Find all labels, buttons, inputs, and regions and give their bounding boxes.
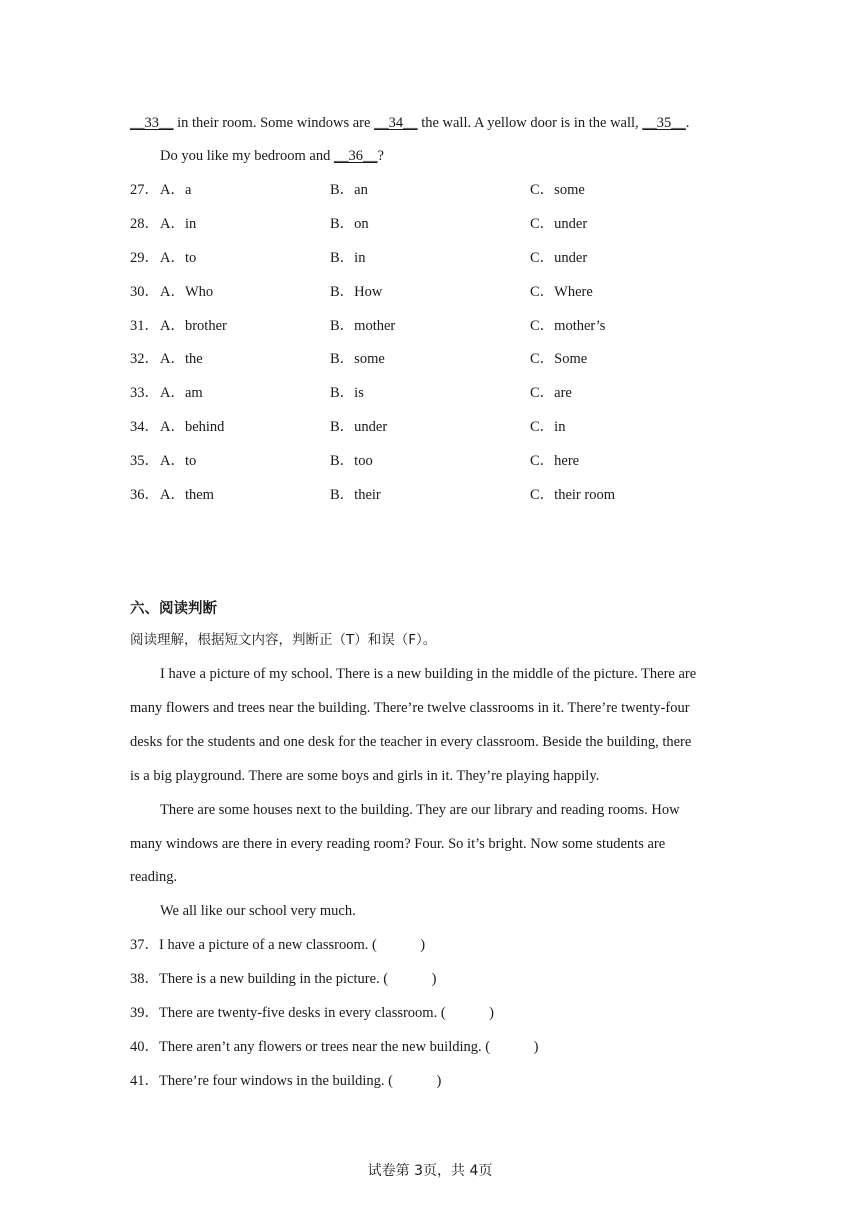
question-number: 33． bbox=[130, 385, 159, 401]
section-title: 六、阅读判断 bbox=[130, 601, 217, 617]
blank-36: __36__ bbox=[333, 148, 378, 164]
passage-line-2 bbox=[160, 147, 384, 165]
question-number: 30． bbox=[130, 284, 159, 300]
question-number: 29． bbox=[130, 250, 159, 266]
option-b: B．How bbox=[330, 284, 383, 300]
passage-line: I have a picture of my school. There is a new building in the middle of the picture. There are bbox=[160, 666, 697, 682]
option-a: A．them bbox=[160, 487, 214, 503]
option-b: B．their bbox=[330, 487, 381, 503]
option-c: C．in bbox=[530, 419, 566, 435]
option-c: C．Where bbox=[530, 284, 593, 300]
question-number: 37． bbox=[130, 937, 159, 953]
blank-34: __34__ bbox=[374, 115, 418, 131]
option-c: C．Some bbox=[530, 351, 588, 367]
question-text: I have a picture of a new classroom. ( ) bbox=[159, 937, 426, 953]
passage-text: ? bbox=[377, 148, 384, 164]
option-b: B．in bbox=[330, 250, 366, 266]
passage-line: We all like our school very much. bbox=[160, 903, 356, 919]
question-text: There aren’t any flowers or trees near the new building. ( ) bbox=[159, 1039, 539, 1055]
question-item bbox=[130, 1072, 441, 1090]
question-number: 28． bbox=[130, 216, 159, 232]
question-number: 27． bbox=[130, 182, 159, 198]
passage-text: . bbox=[685, 115, 690, 131]
section-instruction: 阅读理解，根据短文内容，判断正（T）和误（F）。 bbox=[130, 632, 437, 648]
option-a: A．Who bbox=[160, 284, 214, 300]
passage-line: There are some houses next to the building. They are our library and reading rooms. How bbox=[160, 802, 680, 818]
blank-33: __33__ bbox=[130, 115, 174, 131]
option-c: C．are bbox=[530, 385, 572, 401]
option-b: B．an bbox=[330, 182, 368, 198]
option-b: B．too bbox=[330, 453, 373, 469]
option-c: C．here bbox=[530, 453, 580, 469]
question-number: 34． bbox=[130, 419, 159, 435]
passage-line: reading. bbox=[130, 869, 178, 885]
question-number: 36． bbox=[130, 487, 159, 503]
passage-text: Do you like my bedroom and bbox=[160, 148, 334, 164]
question-number: 35． bbox=[130, 453, 159, 469]
option-a: A．brother bbox=[160, 318, 227, 334]
option-b: B．some bbox=[330, 351, 385, 367]
passage-line-1 bbox=[130, 114, 689, 132]
option-a: A．to bbox=[160, 250, 197, 266]
passage-line: desks for the students and one desk for the teacher in every classroom. Beside the building, there bbox=[130, 734, 692, 750]
option-a: A．behind bbox=[160, 419, 225, 435]
option-c: C．some bbox=[530, 182, 585, 198]
option-b: B．mother bbox=[330, 318, 396, 334]
option-c: C．under bbox=[530, 216, 588, 232]
option-a: A．the bbox=[160, 351, 203, 367]
question-text: There’re four windows in the building. ( ) bbox=[159, 1073, 442, 1089]
page-footer: 试卷第 3页，共 4页 bbox=[367, 1163, 493, 1179]
option-c: C．under bbox=[530, 250, 588, 266]
option-b: B．under bbox=[330, 419, 388, 435]
option-b: B．is bbox=[330, 385, 364, 401]
question-item bbox=[130, 936, 425, 954]
option-c: C．mother’s bbox=[530, 318, 606, 334]
blank-35: __35__ bbox=[642, 115, 686, 131]
question-number: 31． bbox=[130, 318, 159, 334]
option-a: A．to bbox=[160, 453, 197, 469]
option-a: A．am bbox=[160, 385, 203, 401]
question-text: There is a new building in the picture. ( ) bbox=[159, 971, 437, 987]
passage-line: many flowers and trees near the building. There’re twelve classrooms in it. There’re twenty-four bbox=[130, 700, 690, 716]
passage-line: many windows are there in every reading room? Four. So it’s bright. Now some students are bbox=[130, 836, 666, 852]
question-item bbox=[130, 970, 436, 988]
option-a: A．a bbox=[160, 182, 192, 198]
question-number: 39． bbox=[130, 1005, 159, 1021]
question-number: 32． bbox=[130, 351, 159, 367]
option-c: C．their room bbox=[530, 487, 615, 503]
option-b: B．on bbox=[330, 216, 369, 232]
question-text: There are twenty-five desks in every classroom. ( ) bbox=[159, 1005, 494, 1021]
passage-text: in their room. Some windows are bbox=[173, 115, 375, 131]
question-number: 38． bbox=[130, 971, 159, 987]
question-item bbox=[130, 1004, 494, 1022]
question-number: 41． bbox=[130, 1073, 159, 1089]
question-number: 40． bbox=[130, 1039, 159, 1055]
passage-text: the wall. A yellow door is in the wall, bbox=[417, 115, 643, 131]
passage-line: is a big playground. There are some boys and girls in it. They’re playing happily. bbox=[130, 768, 600, 784]
question-item bbox=[130, 1038, 538, 1056]
option-a: A．in bbox=[160, 216, 197, 232]
